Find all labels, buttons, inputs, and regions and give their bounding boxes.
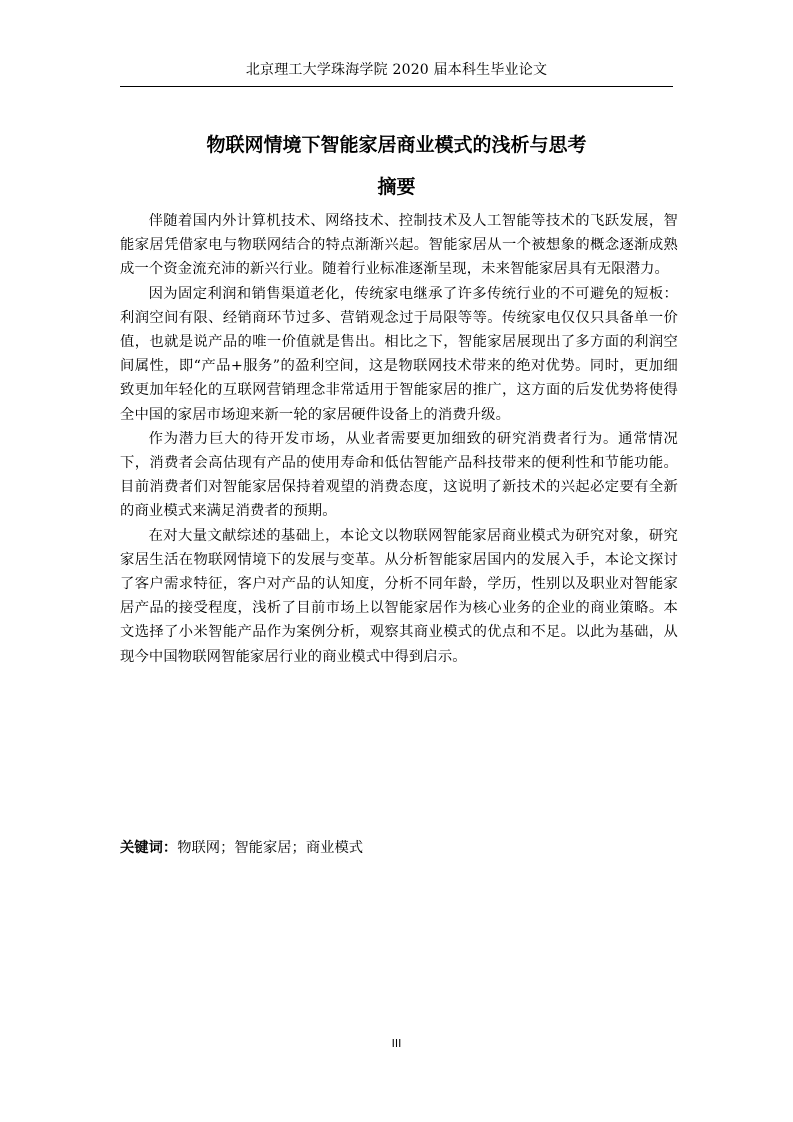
abstract-paragraph: 因为固定利润和销售渠道老化，传统家电继承了许多传统行业的不可避免的短板：利润空间有限、经销商环节过多、营销观念过于局限等等。传统家电仅仅只具备单一价值，也就是说产品的唯一价值就是售出。相比之下，智能家居展现出了多方面的利润空间属性，即“产品+服务”的盈利空间，这是物联网技术带来的绝对优势。同时，更加细致更加年轻化的互联网营销理念非常适用于智能家居的推广，这方面的后发优势将使得全中国的家居市场迎来新一轮的家居硬件设备上的消费升级。	[120, 285, 678, 423]
abstract-paragraph: 在对大量文献综述的基础上，本论文以物联网智能家居商业模式为研究对象，研究家居生活在物联网情境下的发展与变革。从分析智能家居国内的发展入手，本论文探讨了客户需求特征，客户对产品的认知度，分析不同年龄，学历，性别以及职业对智能家居产品的接受程度，浅析了目前市场上以智能家居作为核心业务的企业的商业策略。本文选择了小米智能产品作为案例分析，观察其商业模式的优点和不足。以此为基础，从现今中国物联网智能家居行业的商业模式中得到启示。	[120, 527, 678, 665]
keywords-line	[120, 837, 673, 859]
page-number: III	[391, 1037, 402, 1050]
keywords-label: 关键词：	[120, 840, 178, 856]
paper-title: 物联网情境下智能家居商业模式的浅析与思考	[206, 134, 587, 156]
abstract-paragraph: 作为潜力巨大的待开发市场，从业者需要更加细致的研究消费者行为。通常情况下，消费者会高估现有产品的使用寿命和低估智能产品科技带来的便利性和节能功能。目前消费者们对智能家居保持着观望的消费态度，这说明了新技术的兴起必定要有全新的商业模式来满足消费者的预期。	[120, 430, 678, 520]
running-header: 北京理工大学珠海学院 2020 届本科生毕业论文	[245, 62, 548, 78]
abstract-heading: 摘要	[377, 176, 416, 198]
abstract-paragraph: 伴随着国内外计算机技术、网络技术、控制技术及人工智能等技术的飞跃发展，智能家居凭借家电与物联网结合的特点渐渐兴起。智能家居从一个被想象的概念逐渐成熟成一个资金流充沛的新兴行业。随着行业标准逐渐呈现，未来智能家居具有无限潜力。	[120, 213, 678, 278]
keywords-value: 物联网；智能家居；商业模式	[177, 840, 364, 856]
abstract-body	[120, 209, 678, 669]
header-divider	[120, 86, 673, 87]
